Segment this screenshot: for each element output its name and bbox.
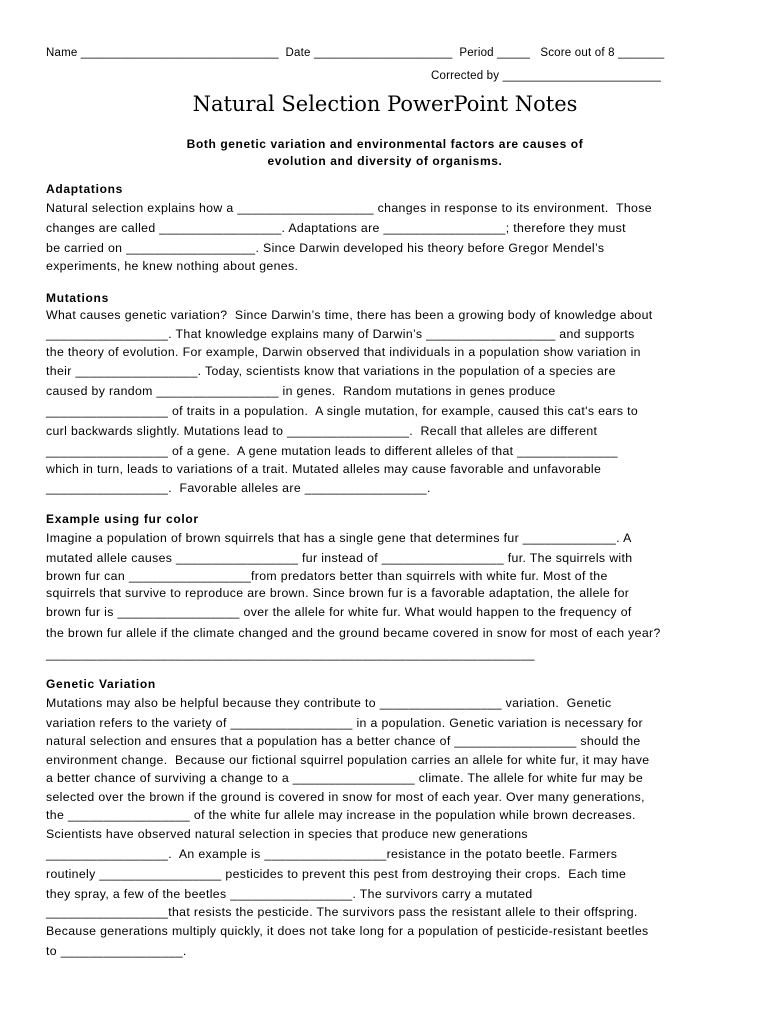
paragraph-line: to _________________. (46, 944, 187, 958)
paragraph-line: Natural selection explains how a ___________________ changes in response to its environment. Those (46, 201, 652, 215)
paragraph-line: caused by random _________________ in genes. Random mutations in genes produce (46, 384, 556, 398)
paragraph-line: selected over the brown if the ground is covered in snow for most of each year. Over many generations, (46, 790, 645, 804)
section-heading: Example using fur color (46, 512, 199, 526)
paragraph-line: Because generations multiply quickly, it does not take long for a population of pesticide-resistant beetles (46, 924, 649, 938)
paragraph-line: the _________________ of the white fur allele may increase in the population while brown decreases. (46, 808, 636, 822)
paragraph-line: the theory of evolution. For example, Darwin observed that individuals in a population show variation in (46, 345, 641, 359)
paragraph-line: _________________. Favorable alleles are _________________. (46, 481, 431, 495)
paragraph-line: Scientists have observed natural selection in species that produce new generations (46, 827, 528, 841)
paragraph-line: Imagine a population of brown squirrels that has a single gene that determines fur _____________. A (46, 531, 632, 545)
paragraph-line: _________________that resists the pesticide. The survivors pass the resistant allele to their offspring. (46, 905, 638, 919)
paragraph-line: variation refers to the variety of _________________ in a population. Genetic variation is necessary for (46, 716, 643, 730)
subtitle (0, 136, 770, 170)
paragraph-line: the brown fur allele if the climate changed and the ground became covered in snow for most of each year? (46, 626, 661, 640)
paragraph-line: a better chance of surviving a change to a _________________ climate. The allele for white fur may be (46, 771, 644, 785)
paragraph-line: curl backwards slightly. Mutations lead to _________________. Recall that alleles are different (46, 424, 598, 438)
paragraph-line: which in turn, leads to variations of a trait. Mutated alleles may cause favorable and unfavorable (46, 462, 602, 476)
paragraph-line: _________________ of traits in a population. A single mutation, for example, caused this cat's ears to (46, 404, 639, 418)
section-fur-color-example (46, 511, 726, 664)
paragraph-line: Mutations may also be helpful because they contribute to _________________ variation. Genetic (46, 696, 612, 710)
paragraph-line: _________________. That knowledge explains many of Darwin’s __________________ and supports (46, 327, 635, 341)
paragraph-line: be carried on __________________. Since Darwin developed his theory before Gregor Mendel’s (46, 241, 605, 255)
section-heading: Genetic Variation (46, 677, 156, 691)
paragraph-line: their _________________. Today, scientists know that variations in the population of a species are (46, 364, 616, 378)
section-genetic-variation (46, 676, 726, 961)
paragraph-line: brown fur is _________________ over the allele for white fur. What would happen to the frequency of (46, 605, 632, 619)
paragraph-line: routinely _________________ pesticides to prevent this pest from destroying their crops. Each time (46, 867, 627, 881)
section-mutations (46, 290, 726, 498)
section-adaptations (46, 181, 726, 275)
paragraph-line: changes are called _________________. Adaptations are _________________; therefore they must (46, 221, 626, 235)
page-title: Natural Selection PowerPoint Notes (192, 92, 578, 116)
section-heading: Mutations (46, 291, 109, 305)
subtitle-line-2: evolution and diversity of organisms. (267, 154, 503, 168)
subtitle-line-1: Both genetic variation and environmental factors are causes of (186, 137, 584, 151)
section-heading: Adaptations (46, 182, 124, 196)
name-date-period-score-line: Name ______________________________ Date _____________________ Period _____ Score out of 8 _______ (46, 47, 665, 59)
paragraph-line: environment change. Because our fictional squirrel population carries an allele for white fur, it may have (46, 753, 650, 767)
paragraph-line: they spray, a few of the beetles _________________. The survivors carry a mutated (46, 887, 533, 901)
paragraph-line: natural selection and ensures that a population has a better chance of _________________ should the (46, 734, 641, 748)
paragraph-line: experiments, he knew nothing about genes. (46, 259, 299, 273)
paragraph-line: _________________. An example is _________________resistance in the potato beetle. Farmers (46, 847, 618, 861)
paragraph-line: mutated allele causes _________________ fur instead of _________________ fur. The squirrels with (46, 551, 633, 565)
paragraph-line: brown fur can _________________from predators better than squirrels with white fur. Most of the (46, 569, 608, 583)
corrected-by-line: Corrected by ________________________ (431, 70, 661, 82)
paragraph-line: squirrels that survive to reproduce are brown. Since brown fur is a favorable adaptation, the allele for (46, 586, 630, 600)
paragraph-line: _________________ of a gene. A gene mutation leads to different alleles of that ______________ (46, 444, 618, 458)
paragraph-line: What causes genetic variation? Since Darwin’s time, there has been a growing body of knowledge about (46, 308, 653, 322)
answer-line: ____________________________________________________________________ (46, 647, 535, 661)
